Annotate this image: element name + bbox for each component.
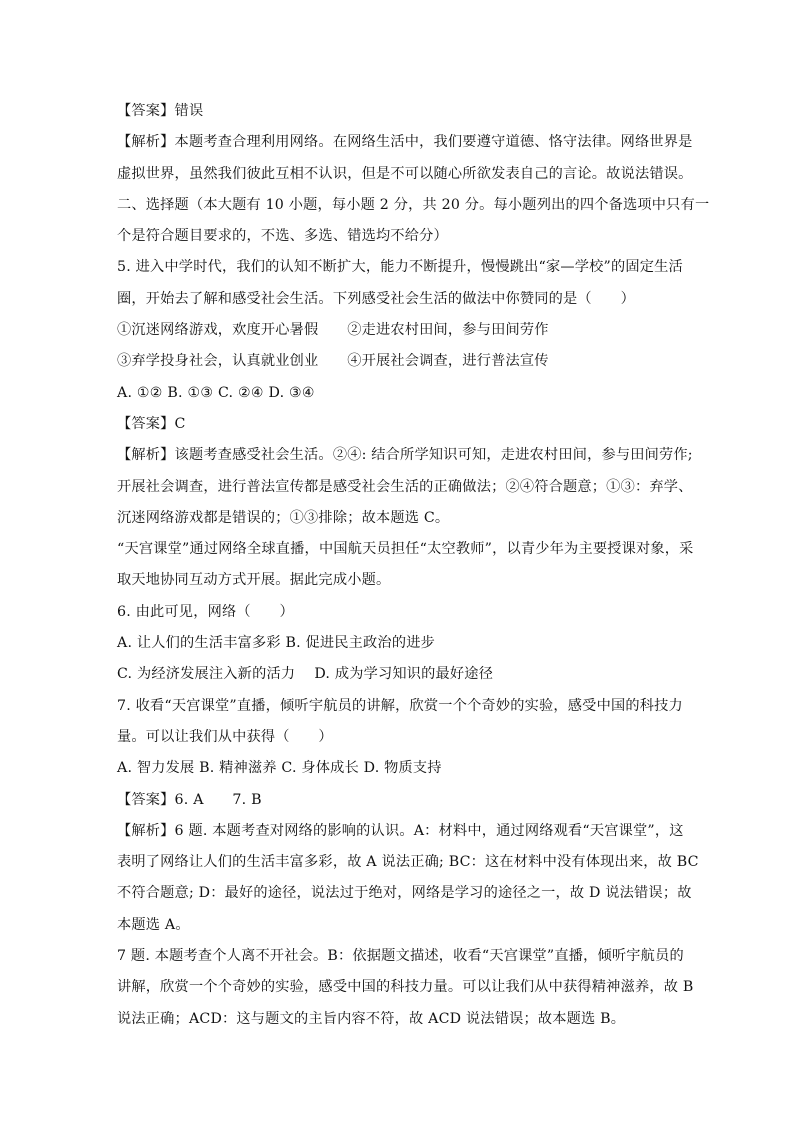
question-6-choices: C. 为经济发展注入新的活力 D. 成为学习知识的最好途径 [117,666,494,683]
explanation-text: 7 题. 本题考查个人离不开社会。B：依据题文描述，收看“天宫课堂”直播，倾听宇航员的 [117,948,684,965]
question-7-text: 量。可以让我们从中获得（ ） [117,728,333,745]
question-7-text: 7. 收看“天宫课堂”直播，倾听宇航员的讲解，欣赏一个个奇妙的实验，感受中国的科技力 [117,697,683,714]
explanation-text: 【解析】该题考查感受社会生活。②④: 结合所学知识可知，走进农村田间，参与田间劳作; [117,447,693,464]
answer-label: 【答案】错误 [117,103,204,119]
explanation-text: 【解析】6 题. 本题考查对网络的影响的认识。A：材料中，通过网络观看“天宫课堂”，这 [117,822,684,839]
question-5-text: 5. 进入中学时代，我们的认知不断扩大，能力不断提升，慢慢跳出“家—学校”的固定生活 [117,259,683,276]
document-page [117,101,710,1040]
explanation-text: 沉迷网络游戏都是错误的；①③排除；故本题选 C。 [117,509,450,526]
explanation-text: 虚拟世界，虽然我们彼此互相不认识，但是不可以随心所欲发表自己的言论。故说法错误。 [117,165,693,182]
explanation-text: 【解析】本题考查合理利用网络。在网络生活中，我们要遵守道德、恪守法律。网络世界是 [117,134,693,151]
explanation-text: 讲解，欣赏一个个奇妙的实验，感受中国的科技力量。可以让我们从中获得精神滋养，故 B [117,979,694,996]
explanation-text: 表明了网络让人们的生活丰富多彩，故 A 说法正确; BC：这在材料中没有体现出来，故 BC [117,854,699,871]
answer-label: 【答案】C [117,415,186,432]
material-text: 取天地协同互动方式开展。据此完成小题。 [117,572,391,589]
question-7-choices: A. 智力发展 B. 精神滋养 C. 身体成长 D. 物质支持 [117,760,442,777]
section-heading: 二、选择题（本大题有 10 小题，每小题 2 分，共 20 分。每小题列出的四个备选项中只有一 [117,196,710,213]
question-5-options: ③弃学投身社会，认真就业创业 ④开展社会调查，进行普法宣传 [117,353,549,370]
question-5-text: 圈，开始去了解和感受社会生活。下列感受社会生活的做法中你赞同的是（ ） [117,290,635,307]
answer-label: 【答案】6. A 7. B [117,791,262,808]
question-5-options: ①沉迷网络游戏，欢度开心暑假 ②走进农村田间，参与田间劳作 [117,322,549,339]
question-6-text: 6. 由此可见，网络（ ） [117,603,294,620]
explanation-text: 开展社会调查，进行普法宣传都是感受社会生活的正确做法；②④符合题意；①③：弃学、 [117,478,693,495]
section-heading: 个是符合题目要求的，不选、多选、错选均不给分） [117,228,448,245]
explanation-text: 说法正确；ACD：这与题文的主旨内容不符，故 ACD 说法错误；故本题选 B。 [117,1010,626,1027]
material-text: “天宫课堂”通过网络全球直播，中国航天员担任“太空教师”，以青少年为主要授课对象，采 [117,541,694,558]
question-5-choices: A. ①② B. ①③ C. ②④ D. ③④ [117,384,315,401]
question-6-choices: A. 让人们的生活丰富多彩 B. 促进民主政治的进步 [117,635,435,652]
explanation-text: 不符合题意; D：最好的途径，说法过于绝对，网络是学习的途径之一，故 D 说法错误；故 [117,885,692,902]
explanation-text: 本题选 A。 [117,916,190,933]
